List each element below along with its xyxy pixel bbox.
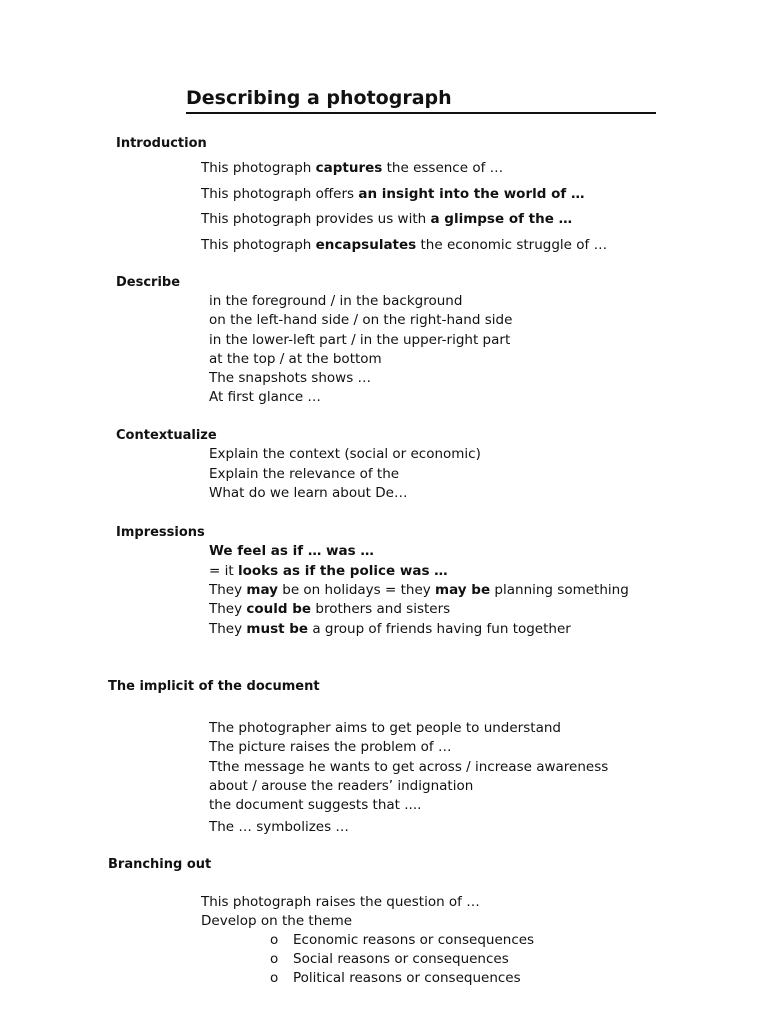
text-segment: Explain the relevance of the	[209, 466, 400, 482]
bold-phrase: an insight into the world of …	[358, 186, 585, 202]
text-segment: This photograph provides us with	[201, 211, 431, 227]
heading-contextualize: Contextualize	[116, 428, 217, 443]
text-line	[209, 389, 321, 406]
document-title: Describing a photograph	[186, 86, 656, 114]
text-segment: This photograph offers	[201, 186, 359, 202]
bullet-marker: o	[270, 970, 279, 986]
bullet-marker: o	[270, 932, 279, 948]
text-segment: They	[209, 582, 247, 598]
text-line	[201, 237, 607, 254]
text-line	[209, 466, 399, 483]
text-segment: on the left-hand side / on the right-hand side	[209, 312, 513, 328]
text-line	[201, 186, 584, 203]
text-line	[201, 160, 503, 177]
text-segment: Develop on the theme	[201, 913, 353, 929]
text-line	[209, 543, 374, 560]
text-segment: the essence of …	[382, 160, 504, 176]
text-segment: the economic struggle of …	[416, 237, 608, 253]
heading-implicit: The implicit of the document	[108, 679, 320, 694]
heading-impressions: Impressions	[116, 525, 205, 540]
text-segment: in the lower-left part / in the upper-right part	[209, 332, 511, 348]
text-line	[209, 293, 462, 310]
text-segment: The … symbolizes …	[209, 819, 349, 835]
text-segment: They	[209, 621, 247, 637]
text-segment: at the top / at the bottom	[209, 351, 382, 367]
heading-describe: Describe	[116, 275, 181, 290]
text-line	[209, 563, 448, 580]
text-segment: What do we learn about De…	[209, 485, 408, 501]
text-line	[209, 819, 349, 836]
text-segment: This photograph raises the question of …	[201, 894, 480, 910]
text-line	[209, 720, 561, 737]
text-segment: The photographer aims to get people to understand	[209, 720, 561, 736]
bold-phrase: captures	[315, 160, 383, 176]
text-segment: At first glance …	[209, 389, 321, 405]
text-segment: planning something	[490, 582, 629, 598]
text-line	[201, 211, 572, 228]
text-line	[209, 797, 421, 814]
text-segment: the document suggests that ....	[209, 797, 422, 813]
bullet-item: Social reasons or consequences	[293, 951, 509, 967]
bold-phrase: must be	[246, 621, 309, 637]
bullet-item: Political reasons or consequences	[293, 970, 521, 986]
text-line	[209, 312, 512, 329]
text-line	[209, 485, 407, 502]
heading-branching-out: Branching out	[108, 857, 212, 872]
bold-phrase: looks as if the police was …	[237, 563, 448, 579]
bullet-marker: o	[270, 951, 279, 967]
text-segment: The snapshots shows …	[209, 370, 372, 386]
bold-phrase: may be	[435, 582, 491, 598]
bold-phrase: could be	[246, 601, 312, 617]
bullet-item: Economic reasons or consequences	[293, 932, 535, 948]
text-segment: This photograph	[201, 160, 316, 176]
text-line	[201, 913, 352, 930]
text-segment: = it	[209, 563, 238, 579]
text-segment: They	[209, 601, 247, 617]
text-segment: This photograph	[201, 237, 316, 253]
text-segment: Tthe message he wants to get across / increase awareness	[209, 759, 609, 775]
text-segment: a group of friends having fun together	[308, 621, 571, 637]
text-line	[209, 351, 382, 368]
text-line	[209, 370, 371, 387]
text-segment: in the foreground / in the background	[209, 293, 463, 309]
text-line	[209, 621, 571, 638]
text-segment: brothers and sisters	[311, 601, 451, 617]
text-line	[209, 582, 629, 599]
heading-introduction: Introduction	[116, 136, 207, 151]
text-segment: be on holidays = they	[277, 582, 436, 598]
bold-phrase: We feel as if … was …	[209, 543, 374, 559]
text-segment: The picture raises the problem of …	[209, 739, 452, 755]
text-line	[209, 446, 481, 463]
text-line	[209, 778, 473, 795]
text-line	[209, 739, 451, 756]
text-segment: Explain the context (social or economic)	[209, 446, 481, 462]
text-line	[209, 601, 450, 618]
text-line	[209, 332, 510, 349]
text-line	[209, 759, 608, 776]
text-segment: about / arouse the readers’ indignation	[209, 778, 474, 794]
bold-phrase: may	[246, 582, 278, 598]
text-line	[201, 894, 480, 911]
bold-phrase: encapsulates	[315, 237, 417, 253]
bold-phrase: a glimpse of the …	[430, 211, 573, 227]
